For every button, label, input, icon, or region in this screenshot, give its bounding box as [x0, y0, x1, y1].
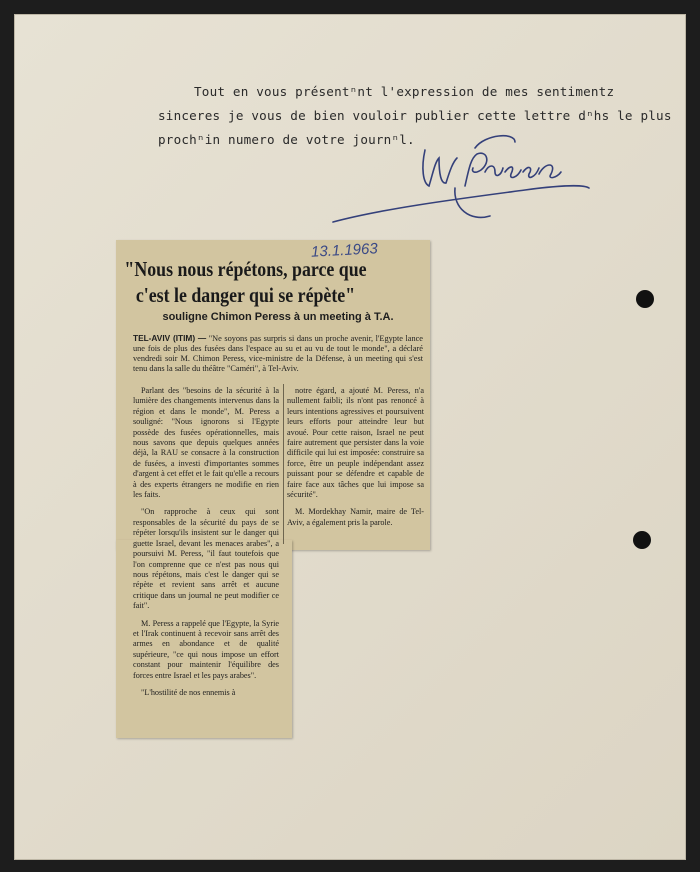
article-paragraph: "L'hostilité de nos ennemis à	[141, 687, 236, 697]
lead-dateline: TEL-AVIV (ITIM) —	[133, 333, 207, 343]
clipping-column-2	[287, 386, 424, 535]
article-paragraph: notre égard, a ajouté M. Peress, n'a nullement faibli; ils n'ont pas renoncé à leurs intentions agressives et poursuivent leurs efforts pour atteindre leur but avoué. Pour cette raison, Israel ne peut faire autrement que persister dans la voie difficile qui lui est imposée: construire sa force, être un peuple indépendant assez puissant pour se défendre et capable de faire face aux tâches que lui impose sa sécurité".	[287, 386, 424, 500]
punch-hole	[636, 290, 654, 308]
article-paragraph: M. Mordekhay Namir, maire de Tel-Aviv, a également pris la parole.	[287, 507, 424, 527]
letter-line-3: prochⁿin numero de votre journⁿl.	[158, 132, 415, 147]
clipping-headline: "Nous nous répétons, parce que c'est le danger qui se répète"	[124, 257, 367, 307]
clipping-subheadline: souligne Chimon Peress à un meeting à T.A.	[162, 311, 394, 323]
article-paragraph: Parlant des "besoins de la sécurité à la lumière des changements intervenus dans la région et dans le monde", M. Peress a souligné: "Nous ignorons si l'Egypte possède des fusées opérationnelles, mais nous savons que depuis quelques années déjà, la RAU se consacre à la construction de fusées, a investi d'importantes sommes d'argent à cet effet et le fait qu'elle a recours à des experts étrangers ne modifie en rien les faits.	[133, 386, 279, 500]
article-paragraph: M. Peress a rappelé que l'Egypte, la Syrie et l'Irak continuent à recevoir sans arrêt des armes en abondance et de qualité supérieure, "ce qui nous impose un effort constant pour maintenir l'équilibre des forces entre Israel et les pays arabes".	[133, 618, 279, 680]
signature-mark	[325, 128, 595, 228]
punch-hole	[633, 531, 651, 549]
lead-text: "Ne soyons pas surpris si dans un proche avenir, l'Egypte lance une fois de plus des fusées dans l'espace au su et au vu de tout le monde", a déclaré vendredi soir M. Chimon Peress, vice-ministre de la Défense, à un meeting qui s'est tenu dans la salle du théâtre "Caméri", à Tel-Aviv.	[133, 334, 423, 373]
clipping-lead	[133, 333, 423, 374]
handwritten-date: 13.1.1963	[310, 240, 379, 261]
column-rule	[283, 384, 284, 544]
clipping-column-1	[133, 386, 279, 705]
letter-line-1: Tout en vous présentⁿnt l'expression de mes sentimentz	[194, 84, 615, 99]
article-paragraph: "On rapproche à ceux qui sont responsables de la sécurité du pays de se répéter lorsqu'ils insistent sur le danger qui guette Israel, devant les menaces arabes", a poursuivi M. Peress, "il faut toutefois que l'on comprenne que ce n'est pas nous qui nous répétons, mais c'est le danger qui se répète et revient sans arrêt et aucune critique dans un journal ne peut modifier ce fait".	[133, 507, 279, 611]
letter-line-2: sinceres je vous de bien vouloir publier cette lettre dⁿhs le plus	[158, 108, 672, 123]
